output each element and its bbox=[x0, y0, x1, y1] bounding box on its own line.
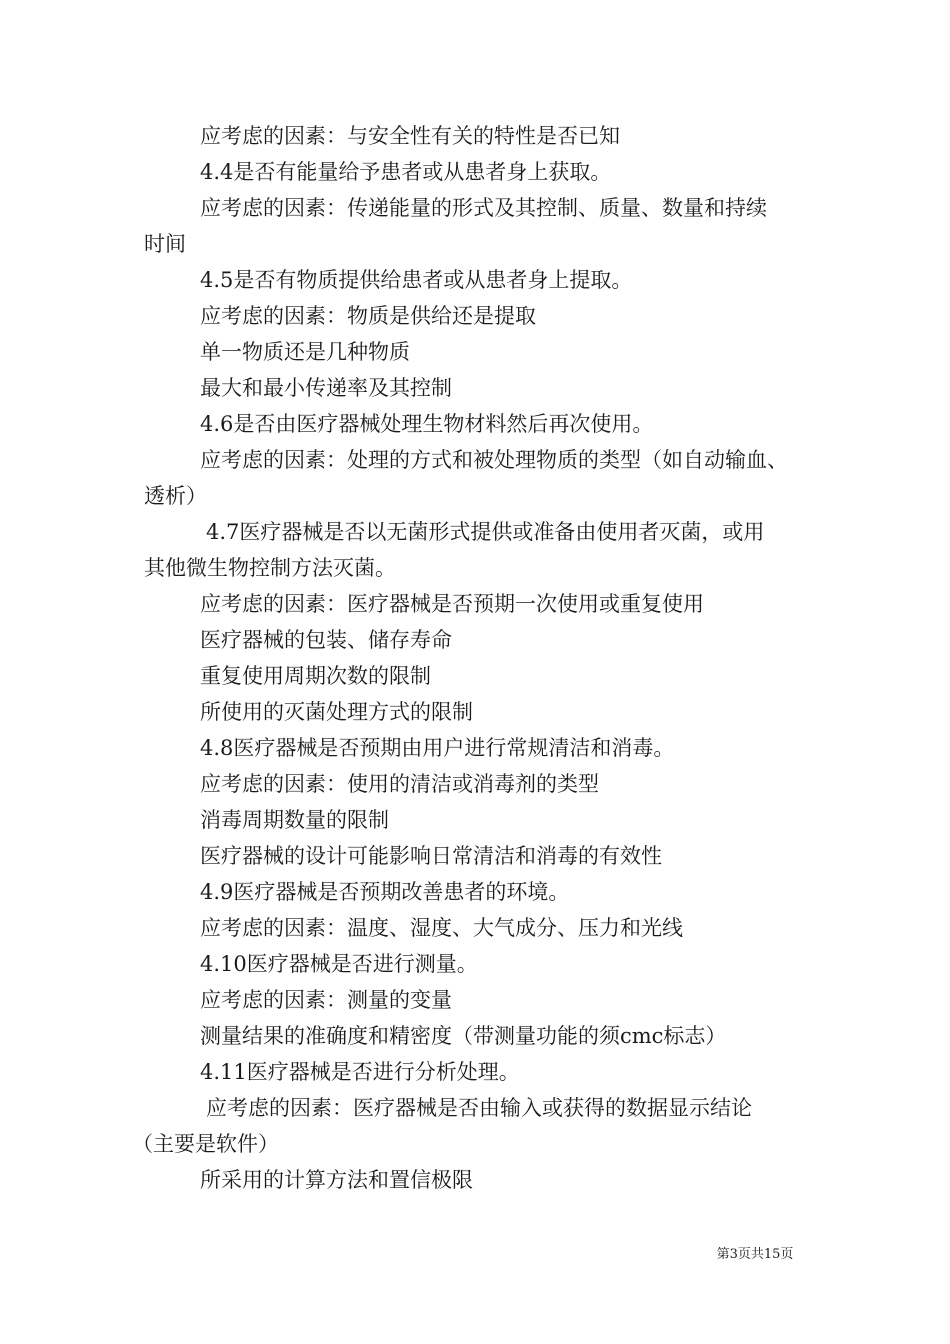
text-line: 应考虑的因素：医疗器械是否预期一次使用或重复使用 bbox=[200, 592, 704, 616]
text-line: 透析） bbox=[144, 484, 207, 508]
text-line: 应考虑的因素：温度、湿度、大气成分、压力和光线 bbox=[200, 916, 683, 940]
text-line: 最大和最小传递率及其控制 bbox=[200, 376, 452, 400]
text-line: 应考虑的因素：医疗器械是否由输入或获得的数据显示结论 bbox=[206, 1096, 752, 1120]
text-line: 4.6是否由医疗器械处理生物材料然后再次使用。 bbox=[200, 412, 654, 436]
text-line: （主要是软件） bbox=[132, 1132, 279, 1156]
text-line: 测量结果的准确度和精密度（带测量功能的须cmc标志） bbox=[200, 1024, 727, 1048]
text-line: 应考虑的因素：物质是供给还是提取 bbox=[200, 304, 536, 328]
text-line: 所采用的计算方法和置信极限 bbox=[200, 1168, 473, 1192]
document-body bbox=[132, 118, 816, 1198]
text-line: 4.11医疗器械是否进行分析处理。 bbox=[200, 1060, 520, 1084]
text-line: 4.7医疗器械是否以无菌形式提供或准备由使用者灭菌，或用 bbox=[206, 520, 765, 544]
text-line: 4.5是否有物质提供给患者或从患者身上提取。 bbox=[200, 268, 633, 292]
text-line: 所使用的灭菌处理方式的限制 bbox=[200, 700, 473, 724]
text-line: 应考虑的因素：使用的清洁或消毒剂的类型 bbox=[200, 772, 599, 796]
text-line: 单一物质还是几种物质 bbox=[200, 340, 410, 364]
text-line: 应考虑的因素：传递能量的形式及其控制、质量、数量和持续 bbox=[200, 196, 767, 220]
text-line: 4.4是否有能量给予患者或从患者身上获取。 bbox=[200, 160, 612, 184]
text-line: 重复使用周期次数的限制 bbox=[200, 664, 431, 688]
text-line: 4.10医疗器械是否进行测量。 bbox=[200, 952, 478, 976]
text-line: 4.8医疗器械是否预期由用户进行常规清洁和消毒。 bbox=[200, 736, 675, 760]
text-line: 时间 bbox=[144, 232, 186, 256]
text-line: 应考虑的因素：与安全性有关的特性是否已知 bbox=[200, 124, 620, 148]
text-line: 医疗器械的包装、储存寿命 bbox=[200, 628, 452, 652]
text-line: 其他微生物控制方法灭菌。 bbox=[144, 556, 396, 580]
text-line: 4.9医疗器械是否预期改善患者的环境。 bbox=[200, 880, 570, 904]
text-line: 消毒周期数量的限制 bbox=[200, 808, 389, 832]
text-line: 应考虑的因素：测量的变量 bbox=[200, 988, 452, 1012]
page-number-footer: 第3页共15页 bbox=[716, 1247, 794, 1262]
text-line: 医疗器械的设计可能影响日常清洁和消毒的有效性 bbox=[200, 844, 662, 868]
text-line: 应考虑的因素：处理的方式和被处理物质的类型（如自动输血、 bbox=[200, 448, 788, 472]
